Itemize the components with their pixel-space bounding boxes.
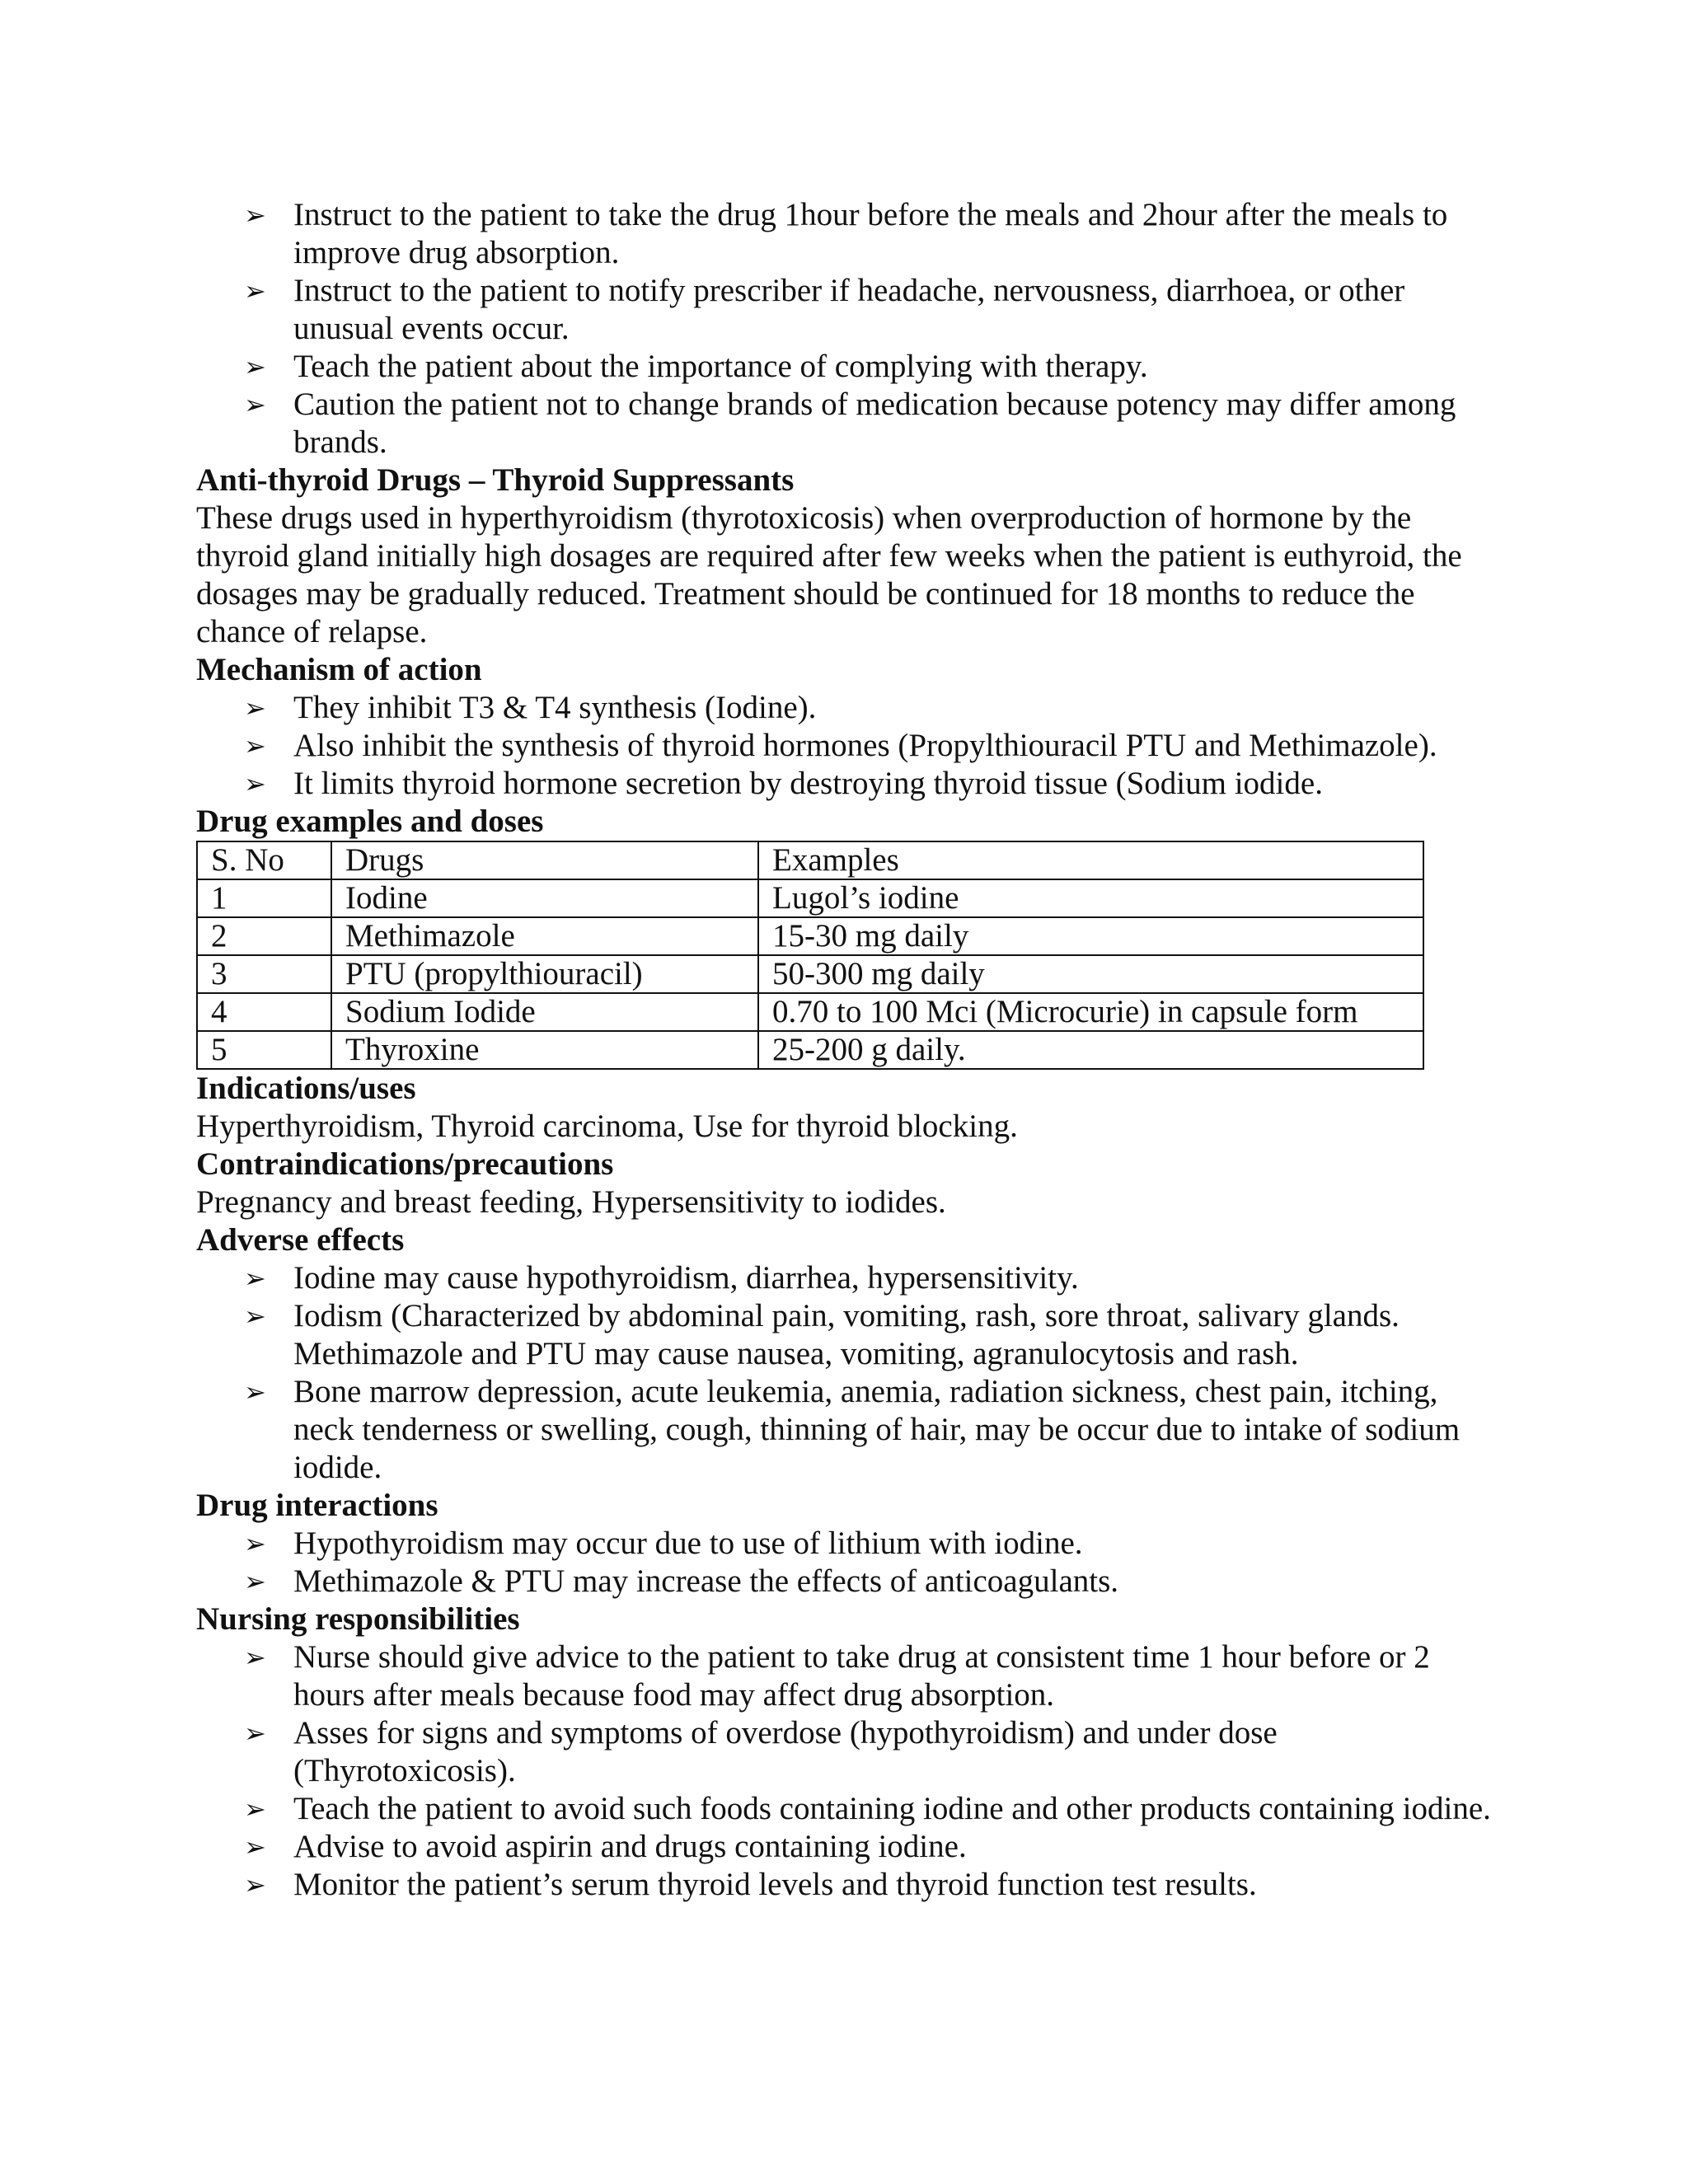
bullet-item <box>244 272 1498 348</box>
bullet-text: Teach the patient about the importance of complying with therapy. <box>293 349 1148 384</box>
bullet-item <box>244 386 1498 462</box>
bullet-text: They inhibit T3 & T4 synthesis (Iodine). <box>293 690 817 725</box>
table-row <box>197 917 1423 955</box>
drug-interactions-list <box>196 1525 1498 1601</box>
arrow-bullet-icon: ➢ <box>244 768 266 799</box>
bullet-item <box>244 727 1498 765</box>
table-row <box>197 879 1423 917</box>
bullet-item <box>244 1297 1498 1373</box>
document-page <box>196 196 1498 1904</box>
table-header-cell: Examples <box>758 841 1423 879</box>
table-cell: 3 <box>197 955 331 993</box>
arrow-bullet-icon: ➢ <box>244 1831 266 1863</box>
bullet-text: Hypothyroidism may occur due to use of lithium with iodine. <box>293 1526 1083 1561</box>
anti-thyroid-heading: Anti-thyroid Drugs – Thyroid Suppressants <box>196 462 795 498</box>
arrow-bullet-icon: ➢ <box>244 1301 266 1332</box>
table-row <box>197 993 1423 1031</box>
bullet-item <box>244 689 1498 727</box>
bullet-text: Iodism (Characterized by abdominal pain, vomiting, rash, sore throat, salivary glands. Methimazole and PTU may cause nausea, vomiting, agranulocytosis and rash. <box>293 1298 1400 1371</box>
bullet-text: Teach the patient to avoid such foods containing iodine and other products containing iodine. <box>293 1791 1491 1826</box>
bullet-item <box>244 1259 1498 1297</box>
bullet-item <box>244 1563 1498 1601</box>
table-cell: 50-300 mg daily <box>758 955 1423 993</box>
bullet-item <box>244 196 1498 272</box>
arrow-bullet-icon: ➢ <box>244 1869 266 1900</box>
table-cell: 25-200 g daily. <box>758 1031 1423 1069</box>
table-cell: 1 <box>197 879 331 917</box>
bullet-text: Caution the patient not to change brands of medication because potency may differ among brands. <box>293 387 1456 460</box>
bullet-text: Advise to avoid aspirin and drugs containing iodine. <box>293 1829 967 1864</box>
table-cell: Iodine <box>331 879 758 917</box>
drug-examples-table <box>196 841 1424 1070</box>
table-cell: 4 <box>197 993 331 1031</box>
table-header-cell: Drugs <box>331 841 758 879</box>
table-header-cell: S. No <box>197 841 331 879</box>
bullet-text: It limits thyroid hormone secretion by destroying thyroid tissue (Sodium iodide. <box>293 766 1323 801</box>
bullet-item <box>244 1828 1498 1866</box>
bullet-item <box>244 1866 1498 1904</box>
arrow-bullet-icon: ➢ <box>244 389 266 420</box>
arrow-bullet-icon: ➢ <box>244 351 266 382</box>
bullet-item <box>244 348 1498 386</box>
table-cell: Lugol’s iodine <box>758 879 1423 917</box>
arrow-bullet-icon: ➢ <box>244 1642 266 1673</box>
indications-text: Hyperthyroidism, Thyroid carcinoma, Use for thyroid blocking. <box>196 1108 1018 1144</box>
bullet-item <box>244 1638 1498 1714</box>
mechanism-heading: Mechanism of action <box>196 652 482 687</box>
bullet-text: Bone marrow depression, acute leukemia, anemia, radiation sickness, chest pain, itching, neck tenderness or swelling, cough, thinning of hair, may be occur due to intake of sodium iodide. <box>293 1374 1461 1485</box>
table-cell: 2 <box>197 917 331 955</box>
bullet-text: Methimazole & PTU may increase the effects of anticoagulants. <box>293 1563 1119 1599</box>
mechanism-list <box>196 689 1498 803</box>
bullet-item <box>244 1790 1498 1828</box>
table-cell: Thyroxine <box>331 1031 758 1069</box>
arrow-bullet-icon: ➢ <box>244 1263 266 1294</box>
drug-interactions-heading: Drug interactions <box>196 1488 438 1523</box>
arrow-bullet-icon: ➢ <box>244 199 266 231</box>
contraindications-heading: Contraindications/precautions <box>196 1146 614 1182</box>
bullet-item <box>244 1525 1498 1563</box>
adverse-effects-list <box>196 1259 1498 1487</box>
table-cell: PTU (propylthiouracil) <box>331 955 758 993</box>
bullet-text: Instruct to the patient to notify prescriber if headache, nervousness, diarrhoea, or other unusual events occur. <box>293 273 1405 346</box>
table-row <box>197 1031 1423 1069</box>
arrow-bullet-icon: ➢ <box>244 1528 266 1559</box>
drug-examples-heading: Drug examples and doses <box>196 804 544 839</box>
bullet-text: Asses for signs and symptoms of overdose (hypothyroidism) and under dose (Thyrotoxicosis). <box>293 1715 1278 1788</box>
arrow-bullet-icon: ➢ <box>244 730 266 762</box>
bullet-item <box>244 1373 1498 1487</box>
table-cell: 15-30 mg daily <box>758 917 1423 955</box>
contraindications-text: Pregnancy and breast feeding, Hypersensitivity to iodides. <box>196 1184 946 1220</box>
arrow-bullet-icon: ➢ <box>244 275 266 307</box>
table-cell: Methimazole <box>331 917 758 955</box>
arrow-bullet-icon: ➢ <box>244 692 266 724</box>
table-cell: 0.70 to 100 Mci (Microcurie) in capsule form <box>758 993 1423 1031</box>
bullet-text: Nurse should give advice to the patient to take drug at consistent time 1 hour before or 2 hours after meals because food may affect drug absorption. <box>293 1639 1430 1713</box>
bullet-text: Monitor the patient’s serum thyroid levels and thyroid function test results. <box>293 1867 1257 1902</box>
bullet-text: Instruct to the patient to take the drug 1hour before the meals and 2hour after the meals to improve drug absorption. <box>293 197 1448 270</box>
arrow-bullet-icon: ➢ <box>244 1793 266 1825</box>
table-cell: Sodium Iodide <box>331 993 758 1031</box>
anti-thyroid-paragraph: These drugs used in hyperthyroidism (thyrotoxicosis) when overproduction of hormone by the thyroid gland initially high dosages are required after few weeks when the patient is euthyroid, the dosages may be gradually reduced. Treatment should be continued for 18 months to reduce the chance of relapse. <box>196 500 1462 649</box>
indications-heading: Indications/uses <box>196 1071 416 1106</box>
bullet-text: Also inhibit the synthesis of thyroid hormones (Propylthiouracil PTU and Methimazole). <box>293 728 1437 763</box>
table-cell: 5 <box>197 1031 331 1069</box>
bullet-item <box>244 765 1498 803</box>
arrow-bullet-icon: ➢ <box>244 1376 266 1408</box>
bullet-item <box>244 1714 1498 1790</box>
top-bullet-list <box>196 196 1498 462</box>
bullet-text: Iodine may cause hypothyroidism, diarrhea, hypersensitivity. <box>293 1260 1079 1296</box>
table-row <box>197 955 1423 993</box>
arrow-bullet-icon: ➢ <box>244 1718 266 1749</box>
nursing-responsibilities-heading: Nursing responsibilities <box>196 1601 520 1637</box>
table-header-row <box>197 841 1423 879</box>
adverse-effects-heading: Adverse effects <box>196 1222 405 1258</box>
nursing-responsibilities-list <box>196 1638 1498 1904</box>
arrow-bullet-icon: ➢ <box>244 1566 266 1597</box>
